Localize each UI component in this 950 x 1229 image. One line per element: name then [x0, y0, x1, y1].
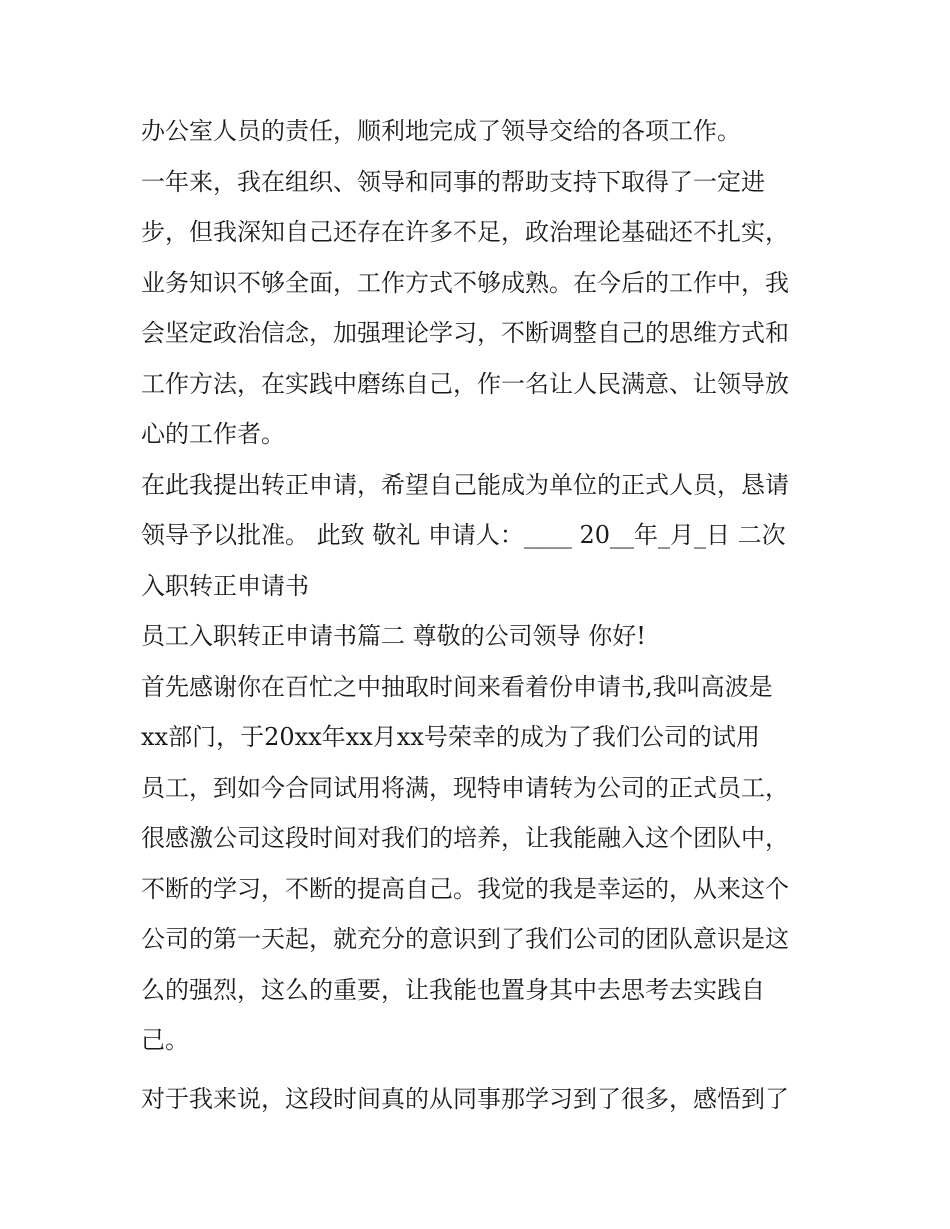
text-line: 入职转正申请书	[141, 571, 309, 600]
text-line: 工作方法，在实践中磨练自己，作一名让人民满意、让领导放	[141, 369, 789, 398]
text-line: 己。	[141, 1026, 189, 1054]
text-line: 不断的学习，不断的提高自己。我觉的我是幸运的，从来这个	[141, 874, 789, 903]
text-line: 么的强烈，这么的重要，让我能也置身其中去思考去实践自	[141, 975, 765, 1004]
text-line: 业务知识不够全面，工作方式不够成熟。在今后的工作中，我	[141, 268, 789, 297]
text-line: 公司的第一天起，就充分的意识到了我们公司的团队意识是这	[141, 925, 789, 953]
text-line: 对于我来说，这段时间真的从同事那学习到了很多，感悟到了	[141, 1084, 789, 1113]
text-line: 一年来，我在组织、领导和同事的帮助支持下取得了一定进	[141, 167, 765, 196]
text-line: 员工入职转正申请书篇二 尊敬的公司领导 你好!	[141, 622, 646, 650]
text-line: 很感激公司这段时间对我们的培养，让我能融入这个团队中，	[141, 824, 789, 852]
text-line: 步，但我深知自己还存在许多不足，政治理论基础还不扎实，	[141, 218, 789, 246]
text-line: xx部门，于20xx年xx月xx号荣幸的成为了我们公司的试用	[141, 723, 760, 751]
text-line: 会坚定政治信念，加强理论学习，不断调整自己的思维方式和	[141, 319, 789, 347]
text-line: 领导予以批准。 此致 敬礼 申请人：____ 20__年_月_日 二次	[141, 521, 786, 549]
text-line: 员工，到如今合同试用将满，现特申请转为公司的正式员工，	[141, 773, 789, 802]
text-line: 办公室人员的责任，顺利地完成了领导交给的各项工作。	[141, 117, 741, 145]
text-line: 在此我提出转正申请，希望自己能成为单位的正式人员，恳请	[141, 470, 789, 499]
text-line: 首先感谢你在百忙之中抽取时间来看着份申请书,我叫高波是	[141, 672, 773, 701]
document-body	[141, 106, 821, 1124]
text-line: 心的工作者。	[141, 420, 285, 448]
